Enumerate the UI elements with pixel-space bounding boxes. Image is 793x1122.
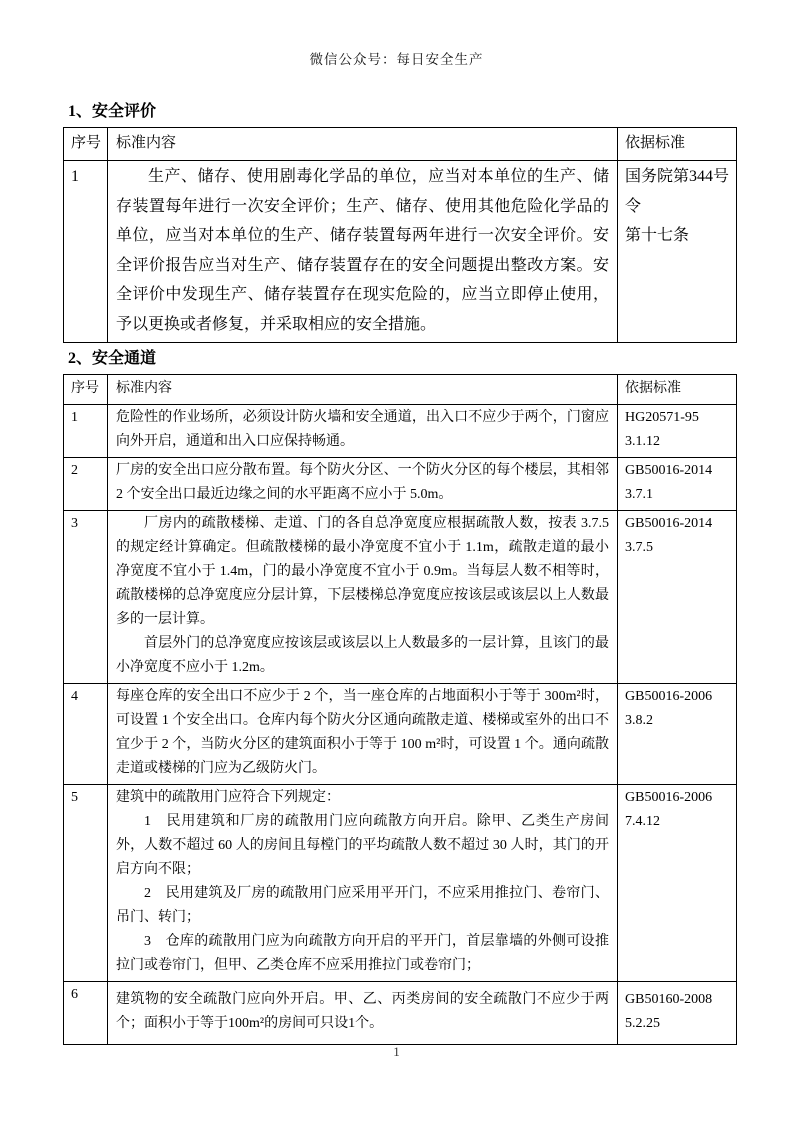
table-row: [64, 511, 737, 684]
basis-line: GB50016-2006: [625, 689, 713, 704]
basis-line: 国务院第344号令: [625, 168, 730, 215]
page-number: 1: [393, 1044, 400, 1059]
cell-seq: 1: [64, 161, 108, 343]
paragraph: 危险性的作业场所，必须设计防火墙和安全通道，出入口不应少于两个，门窗应向外开启，通道和出入口应保持畅通。: [116, 410, 609, 449]
safety-evaluation-table: [63, 127, 737, 343]
table-header-row: [64, 375, 737, 405]
cell-content: [108, 511, 618, 684]
basis-line: 3.8.2: [625, 713, 653, 728]
basis-line: 第十七条: [625, 227, 690, 244]
cell-content: [108, 458, 618, 511]
table-row: [64, 684, 737, 785]
document-body: [63, 102, 737, 1045]
paragraph: 厂房内的疏散楼梯、走道、门的各自总净宽度应根据疏散人数，按表 3.7.5 的规定经计算确定。但疏散楼梯的最小净宽度不宜小于 1.1m，疏散走道的最小净宽度不宜小于 1.4m，门的最小净宽度不宜小于 0.9m。当每层人数不相等时，疏散楼梯的总净宽度应分层计算，下层楼梯总净宽度应按该层或该层以上人数最多的一层计算。: [116, 516, 609, 627]
table-header-row: [64, 128, 737, 161]
basis-line: 3.7.5: [625, 540, 653, 555]
safety-passage-table: [63, 374, 737, 1045]
table-row: [64, 785, 737, 982]
cell-basis: [618, 785, 737, 982]
cell-seq: 1: [64, 405, 108, 458]
column-header-content: 标准内容: [108, 128, 618, 161]
cell-seq: 3: [64, 511, 108, 684]
cell-basis: [618, 161, 737, 343]
cell-basis: [618, 458, 737, 511]
cell-basis: [618, 982, 737, 1045]
cell-content: [108, 684, 618, 785]
paragraph: 每座仓库的安全出口不应少于 2 个，当一座仓库的占地面积小于等于 300m²时，可设置 1 个安全出口。仓库内每个防火分区通向疏散走道、楼梯或室外的出口不宜少于 2 个，当防火分区的建筑面积小于等于 100 m²时，可设置 1 个。通向疏散走道或楼梯的门应为乙级防火门。: [116, 689, 609, 776]
document-header: 微信公众号：每日安全生产: [309, 52, 484, 67]
paragraph: 厂房的安全出口应分散布置。每个防火分区、一个防火分区的每个楼层，其相邻 2 个安全出口最近边缘之间的水平距离不应小于 5.0m。: [116, 463, 609, 502]
column-header-basis: 依据标准: [618, 375, 737, 405]
cell-seq: 6: [64, 982, 108, 1045]
cell-content: [108, 982, 618, 1045]
paragraph: 2 民用建筑及厂房的疏散用门应采用平开门，不应采用推拉门、卷帘门、吊门、转门；: [116, 886, 609, 925]
basis-line: 7.4.12: [625, 814, 660, 829]
basis-line: 5.2.25: [625, 1016, 660, 1031]
basis-line: 3.1.12: [625, 434, 660, 449]
column-header-basis: 依据标准: [618, 128, 737, 161]
cell-content: [108, 785, 618, 982]
paragraph: 首层外门的总净宽度应按该层或该层以上人数最多的一层计算，且该门的最小净宽度不应小于 1.2m。: [116, 636, 609, 675]
paragraph: 建筑物的安全疏散门应向外开启。甲、乙、丙类房间的安全疏散门不应少于两个；面积小于等于100m²的房间可只设1个。: [116, 992, 609, 1031]
basis-line: HG20571-95: [625, 410, 699, 425]
cell-basis: [618, 511, 737, 684]
cell-basis: [618, 684, 737, 785]
cell-content: [108, 405, 618, 458]
table-row: [64, 161, 737, 343]
basis-line: GB50160-2008: [625, 992, 713, 1007]
column-header-content: 标准内容: [108, 375, 618, 405]
section-2-heading: 2、安全通道: [68, 350, 157, 367]
table-row: [64, 405, 737, 458]
table-row: [64, 458, 737, 511]
basis-line: GB50016-2006: [625, 790, 713, 805]
paragraph: 建筑中的疏散用门应符合下列规定：: [116, 790, 340, 805]
table-row: [64, 982, 737, 1045]
cell-seq: 2: [64, 458, 108, 511]
cell-content: [108, 161, 618, 343]
basis-line: GB50016-2014: [625, 516, 713, 531]
paragraph: 1 民用建筑和厂房的疏散用门应向疏散方向开启。除甲、乙类生产房间外，人数不超过 60 人的房间且每樘门的平均疏散人数不超过 30 人时，其门的开启方向不限；: [116, 814, 609, 877]
paragraph: 3 仓库的疏散用门应为向疏散方向开启的平开门，首层靠墙的外侧可设推拉门或卷帘门，但甲、乙类仓库不应采用推拉门或卷帘门；: [116, 934, 609, 973]
basis-line: GB50016-2014: [625, 463, 713, 478]
paragraph: 生产、储存、使用剧毒化学品的单位，应当对本单位的生产、储存装置每年进行一次安全评价；生产、储存、使用其他危险化学品的单位，应当对本单位的生产、储存装置每两年进行一次安全评价。安全评价报告应当对生产、储存装置存在的安全问题提出整改方案。安全评价中发现生产、储存装置存在现实危险的，应当立即停止使用，予以更换或者修复，并采取相应的安全措施。: [116, 168, 609, 333]
basis-line: 3.7.1: [625, 487, 653, 502]
cell-basis: [618, 405, 737, 458]
cell-seq: 4: [64, 684, 108, 785]
column-header-seq: 序号: [64, 375, 108, 405]
cell-seq: 5: [64, 785, 108, 982]
column-header-seq: 序号: [64, 128, 108, 161]
section-1-heading: 1、安全评价: [68, 103, 157, 120]
